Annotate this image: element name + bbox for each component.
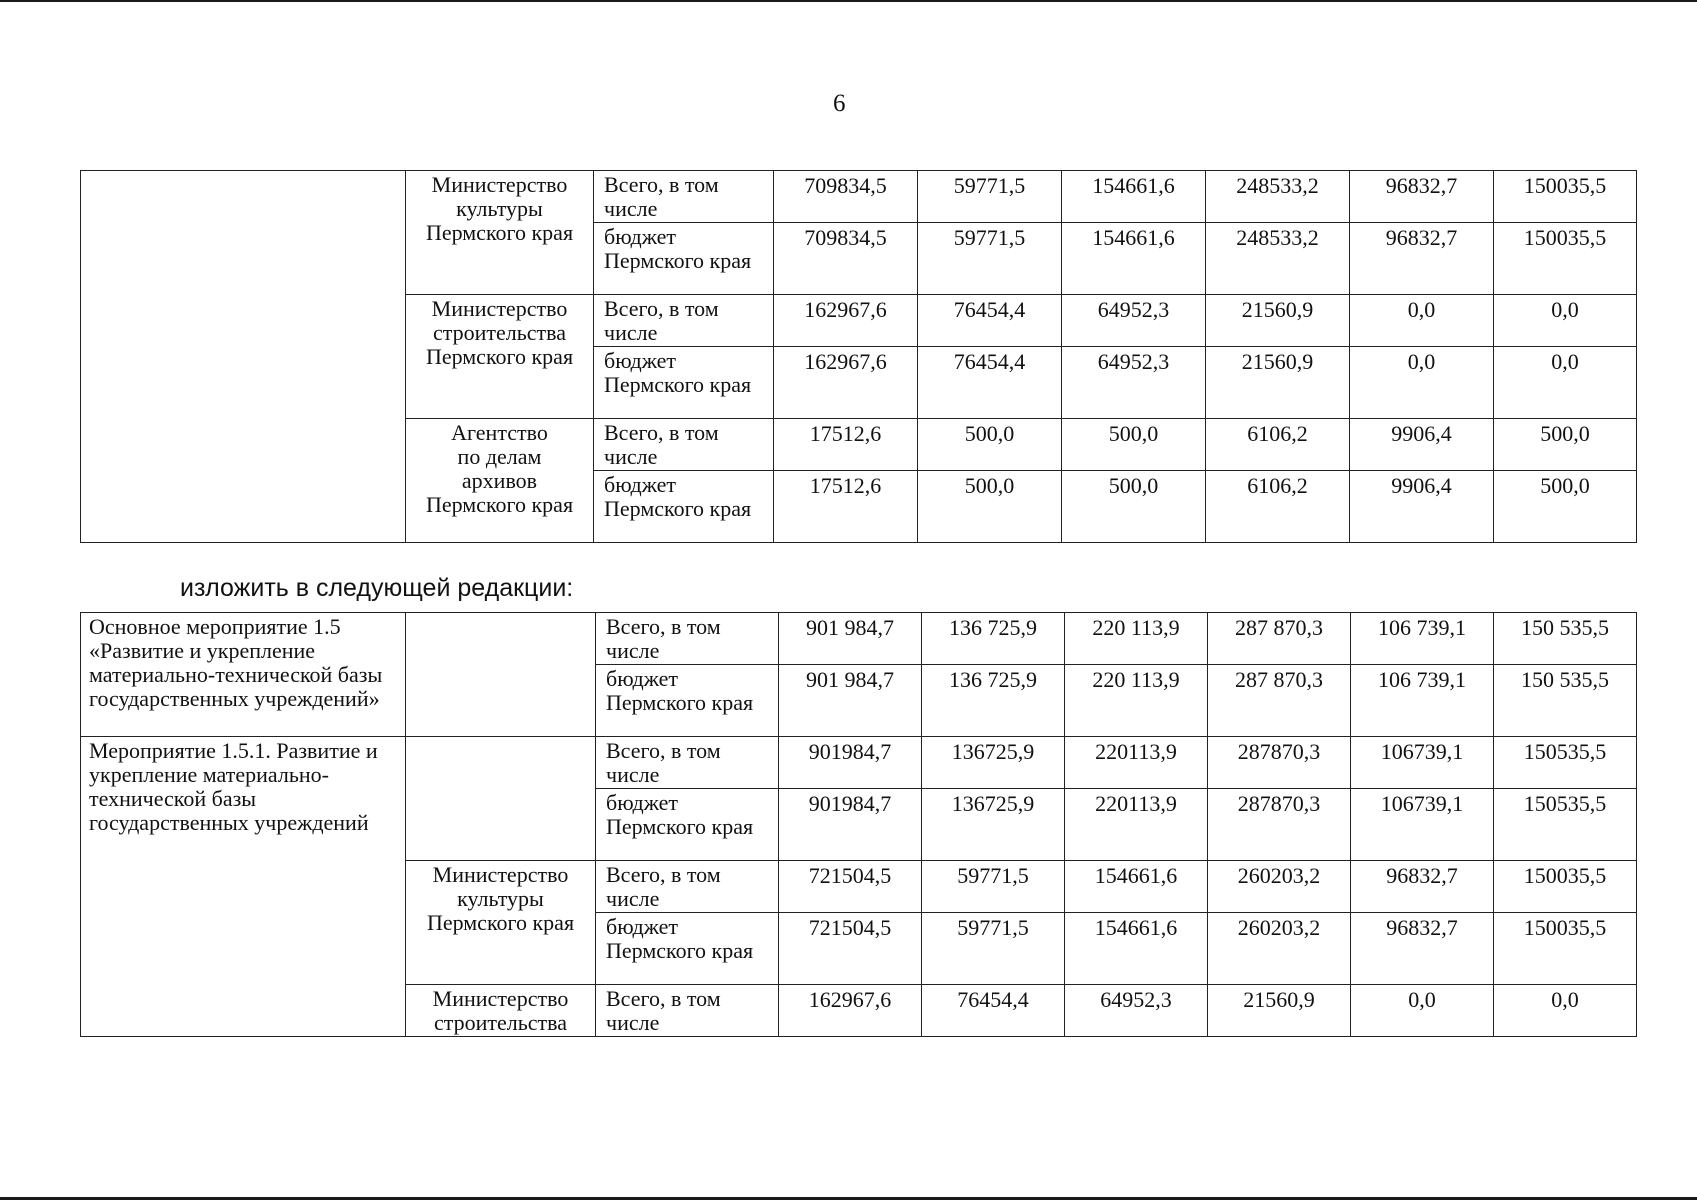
amount-cell: 150 535,5 (1494, 613, 1637, 665)
amount-cell: 500,0 (918, 419, 1062, 471)
table-row (81, 737, 1637, 789)
agency-cell (406, 171, 594, 295)
amount-cell: 150535,5 (1494, 789, 1637, 861)
agency-cell (406, 295, 594, 419)
new-budget-table (80, 612, 1637, 1037)
funding-type-cell: бюджет Пермского края (594, 347, 774, 419)
amount-cell: 150035,5 (1494, 171, 1637, 223)
funding-type-cell: Всего, в том числе (596, 613, 779, 665)
amount-cell: 106739,1 (1351, 737, 1494, 789)
agency-cell (406, 613, 596, 737)
amount-cell: 901984,7 (779, 737, 922, 789)
agency-name-line: культуры (457, 886, 544, 911)
amount-cell: 21560,9 (1206, 295, 1350, 347)
amount-cell: 260203,2 (1208, 913, 1351, 985)
event-title-cell: Основное мероприятие 1.5 «Развитие и укрепление материально-технической базы государственных учреждений» (81, 613, 406, 737)
amount-cell: 21560,9 (1208, 985, 1351, 1037)
agency-cell (406, 737, 596, 861)
amount-cell: 248533,2 (1206, 171, 1350, 223)
amount-cell: 9906,4 (1350, 419, 1494, 471)
amount-cell: 500,0 (1062, 419, 1206, 471)
amount-cell: 9906,4 (1350, 471, 1494, 543)
agency-name-line: Министерство (431, 296, 568, 321)
funding-type-cell: Всего, в том числе (596, 861, 779, 913)
amount-cell: 106 739,1 (1351, 665, 1494, 737)
amount-cell: 0,0 (1494, 985, 1637, 1037)
top-border-line (0, 0, 1697, 2)
agency-name-line: Агентство (451, 420, 548, 445)
funding-type-cell: бюджет Пермского края (594, 471, 774, 543)
amount-cell: 220 113,9 (1065, 665, 1208, 737)
instruction-text: изложить в следующей редакции: (180, 574, 574, 602)
amount-cell: 64952,3 (1062, 347, 1206, 419)
amount-cell: 96832,7 (1351, 861, 1494, 913)
amount-cell: 162967,6 (774, 295, 918, 347)
funding-type-cell: бюджет Пермского края (594, 223, 774, 295)
funding-type-cell: Всего, в том числе (596, 985, 779, 1037)
agency-name-line: Пермского края (425, 492, 574, 517)
amount-cell: 150035,5 (1494, 913, 1637, 985)
amount-cell: 220 113,9 (1065, 613, 1208, 665)
amount-cell: 500,0 (1062, 471, 1206, 543)
agency-name-line: Министерство (432, 986, 569, 1011)
funding-type-cell: Всего, в том числе (596, 737, 779, 789)
amount-cell: 59771,5 (922, 861, 1065, 913)
amount-cell: 287 870,3 (1208, 665, 1351, 737)
agency-name-line: культуры (456, 196, 543, 221)
amount-cell: 220113,9 (1065, 789, 1208, 861)
amount-cell: 136725,9 (922, 789, 1065, 861)
amount-cell: 220113,9 (1065, 737, 1208, 789)
amount-cell: 136 725,9 (922, 613, 1065, 665)
amount-cell: 709834,5 (774, 171, 918, 223)
amount-cell: 76454,4 (918, 295, 1062, 347)
agency-cell (406, 985, 596, 1037)
amount-cell: 901984,7 (779, 789, 922, 861)
amount-cell: 154661,6 (1062, 171, 1206, 223)
amount-cell: 150035,5 (1494, 861, 1637, 913)
amount-cell: 154661,6 (1062, 223, 1206, 295)
funding-type-cell: Всего, в том числе (594, 419, 774, 471)
agency-cell (406, 861, 596, 985)
amount-cell: 162967,6 (779, 985, 922, 1037)
amount-cell: 106 739,1 (1351, 613, 1494, 665)
agency-name-line: по делам (457, 444, 542, 469)
event-title-cell (81, 171, 406, 543)
amount-cell: 136 725,9 (922, 665, 1065, 737)
amount-cell: 59771,5 (918, 171, 1062, 223)
funding-type-cell: Всего, в том числе (594, 171, 774, 223)
amount-cell: 901 984,7 (779, 665, 922, 737)
agency-name-line: строительства (432, 320, 567, 345)
amount-cell: 59771,5 (918, 223, 1062, 295)
amount-cell: 901 984,7 (779, 613, 922, 665)
agency-name-line: Пермского края (425, 344, 574, 369)
agency-cell (406, 419, 594, 543)
amount-cell: 0,0 (1350, 347, 1494, 419)
page-number: 6 (833, 90, 846, 117)
agency-name-line: архивов (461, 468, 538, 493)
amount-cell: 17512,6 (774, 471, 918, 543)
amount-cell: 287870,3 (1208, 737, 1351, 789)
amount-cell: 154661,6 (1065, 861, 1208, 913)
amount-cell: 6106,2 (1206, 419, 1350, 471)
amount-cell: 500,0 (1494, 471, 1637, 543)
amount-cell: 248533,2 (1206, 223, 1350, 295)
amount-cell: 260203,2 (1208, 861, 1351, 913)
agency-name-line: Министерство (431, 172, 568, 197)
old-budget-table (80, 170, 1637, 543)
amount-cell: 721504,5 (779, 913, 922, 985)
amount-cell: 721504,5 (779, 861, 922, 913)
amount-cell: 287 870,3 (1208, 613, 1351, 665)
amount-cell: 500,0 (1494, 419, 1637, 471)
amount-cell: 162967,6 (774, 347, 918, 419)
amount-cell: 0,0 (1494, 347, 1637, 419)
amount-cell: 287870,3 (1208, 789, 1351, 861)
amount-cell: 59771,5 (922, 913, 1065, 985)
amount-cell: 136725,9 (922, 737, 1065, 789)
amount-cell: 96832,7 (1351, 913, 1494, 985)
amount-cell: 0,0 (1351, 985, 1494, 1037)
agency-name-line: Пермского края (426, 910, 575, 935)
amount-cell: 64952,3 (1065, 985, 1208, 1037)
agency-name-line: строительства (433, 1010, 568, 1035)
amount-cell: 0,0 (1350, 295, 1494, 347)
funding-type-cell: Всего, в том числе (594, 295, 774, 347)
amount-cell: 150035,5 (1494, 223, 1637, 295)
amount-cell: 150 535,5 (1494, 665, 1637, 737)
amount-cell: 106739,1 (1351, 789, 1494, 861)
table-row (81, 613, 1637, 665)
funding-type-cell: бюджет Пермского края (596, 789, 779, 861)
amount-cell: 709834,5 (774, 223, 918, 295)
amount-cell: 6106,2 (1206, 471, 1350, 543)
funding-type-cell: бюджет Пермского края (596, 913, 779, 985)
amount-cell: 0,0 (1494, 295, 1637, 347)
amount-cell: 76454,4 (918, 347, 1062, 419)
amount-cell: 96832,7 (1350, 171, 1494, 223)
amount-cell: 76454,4 (922, 985, 1065, 1037)
amount-cell: 17512,6 (774, 419, 918, 471)
amount-cell: 64952,3 (1062, 295, 1206, 347)
amount-cell: 150535,5 (1494, 737, 1637, 789)
agency-name-line: Министерство (432, 862, 569, 887)
event-title-cell: Мероприятие 1.5.1. Развитие и укрепление материально-технической базы государственных учреждений (81, 737, 406, 1037)
table-row (81, 171, 1637, 223)
amount-cell: 96832,7 (1350, 223, 1494, 295)
amount-cell: 154661,6 (1065, 913, 1208, 985)
funding-type-cell: бюджет Пермского края (596, 665, 779, 737)
amount-cell: 500,0 (918, 471, 1062, 543)
amount-cell: 21560,9 (1206, 347, 1350, 419)
agency-name-line: Пермского края (425, 220, 574, 245)
